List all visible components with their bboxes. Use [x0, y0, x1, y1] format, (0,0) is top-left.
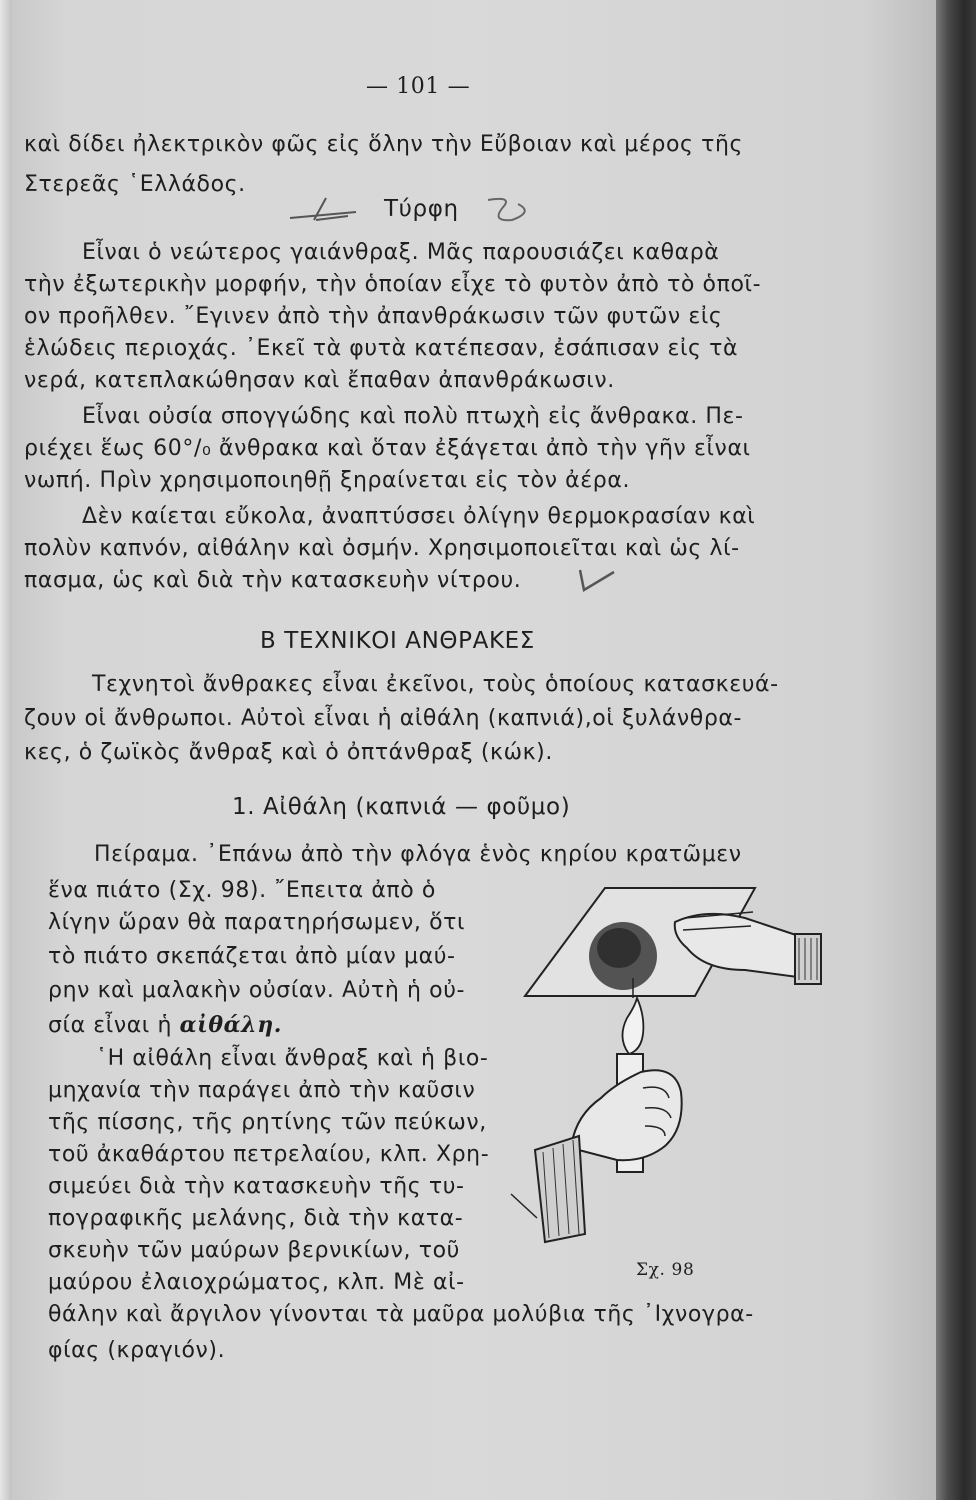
- text-line: πολὺν καπνόν, αἰθάλην καὶ ὀσμήν. Χρησιμοποιεῖται καὶ ὡς λί-: [24, 536, 740, 561]
- text-line: τοῦ ἀκαθάρτου πετρελαίου, κλπ. Χρη-: [48, 1142, 490, 1167]
- text-line: κες, ὁ ζωϊκὸς ἄνθραξ καὶ ὁ ὀπτάνθραξ (κώκ).: [24, 740, 553, 765]
- text-line: τὴν ἐξωτερικὴν μορφήν, τὴν ὁποίαν εἶχε τὸ φυτὸν ἀπὸ τὸ ὁποῖ-: [24, 272, 762, 297]
- text-line: καὶ δίδει ἠλεκτρικὸν φῶς εἰς ὅλην τὴν Εὔβοιαν καὶ μέρος τῆς: [24, 132, 744, 157]
- text-line: μηχανία τὴν παράγει ἀπὸ τὴν καῦσιν: [48, 1078, 476, 1103]
- text-line: ρην καὶ μαλακὴν οὐσίαν. Αὐτὴ ἡ οὐ-: [48, 978, 466, 1003]
- pencil-mark-checkmark: [574, 562, 624, 596]
- text-line: φίας (κραγιόν).: [48, 1338, 226, 1363]
- figure-caption: Σχ. 98: [636, 1260, 695, 1280]
- text-line: ον προῆλθεν. ῎Εγινεν ἀπὸ τὴν ἀπανθράκωσιν τῶν φυτῶν εἰς: [24, 304, 723, 329]
- text-line: ζουν οἱ ἄνθρωποι. Αὐτοὶ εἶναι ἡ αἰθάλη (καπνιά),οἱ ξυλάνθρα-: [24, 706, 743, 731]
- text-line: Στερεᾶς ῾Ελλάδος.: [24, 172, 246, 197]
- section-title-turfi: Τύρφη: [384, 196, 459, 222]
- text-line: νωπή. Πρὶν χρησιμοποιηθῇ ξηραίνεται εἰς τὸν ἀέρα.: [24, 468, 631, 493]
- text-line: θάλην καὶ ἄργιλον γίνονται τὰ μαῦρα μολύβια τῆς ᾽Ιχνογρα-: [48, 1302, 754, 1327]
- text-line: νερά, κατεπλακώθησαν καὶ ἔπαθαν ἀπανθράκωσιν.: [24, 368, 615, 393]
- lower-cuff: [535, 1136, 585, 1242]
- pencil-mark-right: [482, 192, 542, 228]
- figure-candle-plate: [505, 878, 835, 1258]
- text-line: ριέχει ἕως 60°/₀ ἄνθρακα καὶ ὅταν ἐξάγεται ἀπὸ τὴν γῆν εἶναι: [24, 436, 751, 461]
- text-line: σιμεύει διὰ τὴν κατασκευὴν τῆς τυ-: [48, 1174, 465, 1199]
- text-line: Εἶναι οὐσία σπογγώδης καὶ πολὺ πτωχὴ εἰς ἄνθρακα. Πε-: [82, 404, 744, 429]
- text-line: λίγην ὥραν θὰ παρατηρήσωμεν, ὅτι: [48, 910, 466, 935]
- text-fragment: σία εἶναι ἡ: [48, 1013, 180, 1038]
- text-line: ῾Η αἰθάλη εἶναι ἄνθραξ καὶ ἡ βιο-: [96, 1046, 489, 1071]
- section-title-aithali: 1. Αἰθάλη (καπνιά — φοῦμο): [232, 794, 571, 820]
- emphasized-term: αἰθάλη.: [179, 1012, 283, 1038]
- lower-hand: [571, 1070, 682, 1160]
- pencil-mark-left: [286, 190, 376, 230]
- text-line: Δὲν καίεται εὔκολα, ἀναπτύσσει ὀλίγην θερμοκρασίαν καὶ: [82, 504, 756, 529]
- page-number: — 101 —: [366, 74, 471, 99]
- text-line: πογραφικῆς μελάνης, διὰ τὴν κατα-: [48, 1206, 464, 1231]
- text-line: σκευὴν τῶν μαύρων βερνικίων, τοῦ: [48, 1238, 460, 1263]
- text-line: μαύρου ἐλαιοχρώματος, κλπ. Μὲ αἰ-: [48, 1270, 465, 1295]
- text-line: ἑλώδεις περιοχάς. ᾽Εκεῖ τὰ φυτὰ κατέπεσαν, ἐσάπισαν εἰς τὰ: [24, 336, 739, 361]
- text-line: τὸ πιάτο σκεπάζεται ἀπὸ μίαν μαύ-: [48, 944, 456, 969]
- text-line: πασμα, ὡς καὶ διὰ τὴν κατασκευὴν νίτρου.: [24, 568, 522, 593]
- text-line: τῆς πίσσης, τῆς ρητίνης τῶν πεύκων,: [48, 1110, 487, 1135]
- text-line: Πείραμα. ᾽Επάνω ἀπὸ τὴν φλόγα ἑνὸς κηρίου κρατῶμεν: [94, 842, 742, 867]
- book-binding-edge: [936, 0, 976, 1500]
- section-title-technikoi: Β ΤΕΧΝΙΚΟΙ ΑΝΘΡΑΚΕΣ: [260, 628, 535, 654]
- text-line: ἕνα πιάτο (Σχ. 98). ῎Επειτα ἀπὸ ὁ: [48, 878, 436, 903]
- text-line: Τεχνητοὶ ἄνθρακες εἶναι ἐκεῖνοι, τοὺς ὁποίους κατασκευά-: [92, 672, 779, 697]
- text-line: [48, 1012, 282, 1038]
- text-line: Εἶναι ὁ νεώτερος γαιάνθραξ. Μᾶς παρουσιάζει καθαρὰ: [82, 240, 720, 265]
- candle-flame: [622, 998, 643, 1054]
